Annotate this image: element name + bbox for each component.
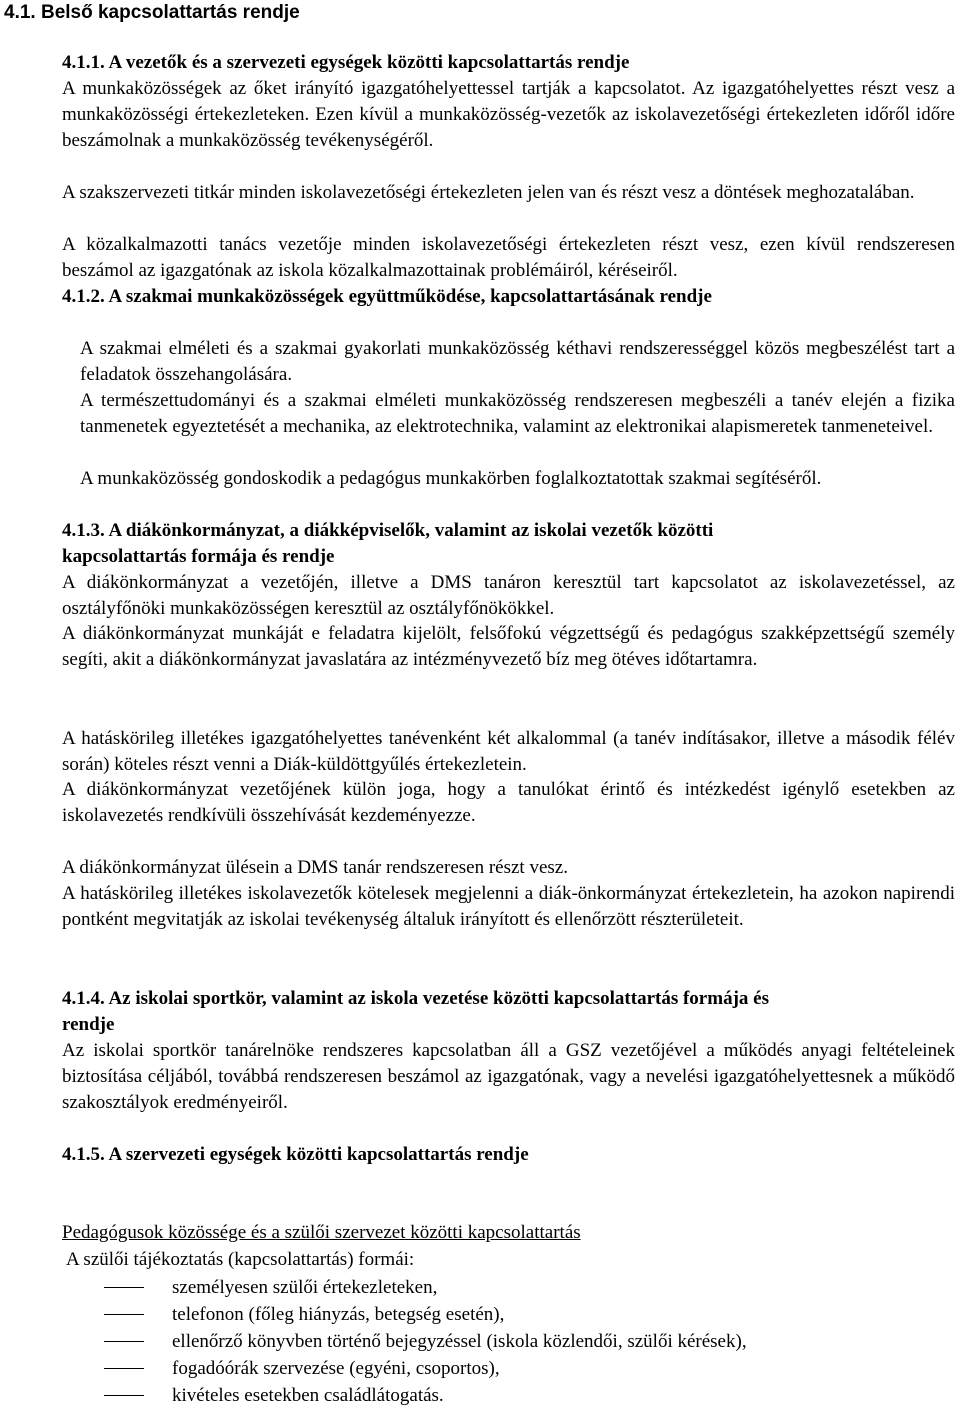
section-4-1-3-paragraph-2: A diákönkormányzat munkáját e feladatra kijelölt, felsőfokú végzettségű és pedagógus szakképzettségű személy segíti, akit a diákönkormányzat javaslatára az intézményvezető bíz meg ötéves időtartamra.	[62, 623, 955, 670]
parent-info-list	[62, 1274, 955, 1409]
section-4-1-4-title-line-2: rendje	[62, 1014, 115, 1035]
section-4-1-5-title: 4.1.5. A szervezeti egységek közötti kapcsolattartás rendje	[62, 1144, 529, 1165]
list-item-text: kivételes esetekben családlátogatás.	[172, 1385, 444, 1406]
list-item	[62, 1355, 955, 1382]
dash-bullet-icon	[104, 1368, 144, 1369]
section-4-1-1-paragraph-3: A közalkalmazotti tanács vezetője minden iskolavezetőségi értekezleten részt vesz, ezen kívül rendszeresen beszámol az igazgatónak az iskola közalkalmazottainak problémáiról, kéréseiről.	[62, 234, 955, 281]
section-4-1-2-paragraph-1: A szakmai elméleti és a szakmai gyakorlati munkaközösség kéthavi rendszerességgel közös megbeszélést tart a feladatok összehangolására.	[80, 338, 955, 385]
section-4-1-3-paragraph-6: A hatáskörileg illetékes iskolavezetők kötelesek megjelenni a diák-önkormányzat értekezletein, ha azokon napirendi pontként megvitatják az iskolai tevékenység általuk irányított és ellenőrzött részterületeit.	[62, 883, 955, 930]
section-4-1-3-paragraph-1: A diákönkormányzat a vezetőjén, illetve a DMS tanáron keresztül tart kapcsolatot az iskolavezetéssel, az osztályfőnöki munkaközösségen keresztül az osztályfőnökökkel.	[62, 572, 955, 619]
parent-info-intro: A szülői tájékoztatás (kapcsolattartás) formái:	[66, 1249, 415, 1270]
section-4-1-2-paragraph-3: A munkaközösség gondoskodik a pedagógus munkakörben foglalkoztatottak szakmai segítéséről.	[80, 468, 822, 489]
dash-bullet-icon	[104, 1287, 144, 1288]
section-4-1-1-title: 4.1.1. A vezetők és a szervezeti egységek közötti kapcsolattartás rendje	[62, 52, 630, 73]
list-item	[62, 1382, 955, 1409]
section-4-1-3-title-line-2: kapcsolattartás formája és rendje	[62, 546, 335, 567]
section-4-1-4-title-line-1: 4.1.4. Az iskolai sportkör, valamint az iskola vezetése közötti kapcsolattartás formája és	[62, 988, 769, 1009]
list-item	[62, 1328, 955, 1355]
section-4-1-3-title-line-1: 4.1.3. A diákönkormányzat, a diákképviselők, valamint az iskolai vezetők közötti	[62, 520, 714, 541]
dash-bullet-icon	[104, 1341, 144, 1342]
list-item-text: telefonon (főleg hiányzás, betegség esetén),	[172, 1304, 505, 1325]
section-4-1-2-title: 4.1.2. A szakmai munkaközösségek együttműködése, kapcsolattartásának rendje	[62, 286, 712, 307]
list-item-text: ellenőrző könyvben történő bejegyzéssel (iskola közlendői, szülői kérések),	[172, 1331, 747, 1352]
section-4-1-1-paragraph-2: A szakszervezeti titkár minden iskolavezetőségi értekezleten jelen van és részt vesz a döntések meghozatalában.	[62, 182, 915, 203]
section-4-1-3-paragraph-5: A diákönkormányzat ülésein a DMS tanár rendszeresen részt vesz.	[62, 857, 568, 878]
section-4-1-4-paragraph-1: Az iskolai sportkör tanárelnöke rendszeres kapcsolatban áll a GSZ vezetőjével a működés anyagi feltételeinek biztosítása céljából, továbbá rendszeresen beszámol az igazgatónak, vagy a nevelési igazgatóhelyettesnek a működő szakosztályok eredményeiről.	[62, 1040, 955, 1113]
list-item	[62, 1301, 955, 1328]
section-4-1-3-paragraph-3: A hatáskörileg illetékes igazgatóhelyettes tanévenként két alkalommal (a tanév indításakor, illetve a második félév során) köteles részt venni a Diák-küldöttgyűlés értekezletein.	[62, 728, 955, 775]
list-item	[62, 1274, 955, 1301]
dash-bullet-icon	[104, 1314, 144, 1315]
list-item-text: fogadóórák szervezése (egyéni, csoportos),	[172, 1358, 500, 1379]
section-4-1-3-paragraph-4: A diákönkormányzat vezetőjének külön joga, hogy a tanulókat érintő és intézkedést igénylő esetekben az iskolavezetés rendkívüli összehívását kezdeményezze.	[62, 779, 955, 826]
section-heading: 4.1. Belső kapcsolattartás rendje	[4, 2, 300, 23]
dash-bullet-icon	[104, 1395, 144, 1396]
section-4-1-2-paragraph-2: A természettudományi és a szakmai elméleti munkaközösség rendszeresen megbeszéli a tanév elején a fizika tanmenetek egyeztetését a mechanika, az elektrotechnika, valamint az elektronikai alapismeretek tanmeneteivel.	[80, 390, 955, 437]
list-item-text: személyesen szülői értekezleteken,	[172, 1277, 438, 1298]
section-4-1-1-paragraph-1: A munkaközösségek az őket irányító igazgatóhelyettessel tartják a kapcsolatot. Az igazgatóhelyettes részt vesz a munkaközösségi értekezleteken. Ezen kívül a munkaközösség-vezetők az iskolavezetőségi értekezleten időről időre beszámolnak a munkaközösség tevékenységéről.	[62, 78, 955, 151]
section-4-1-5-subtitle: Pedagógusok közössége és a szülői szervezet közötti kapcsolattartás	[62, 1222, 581, 1243]
